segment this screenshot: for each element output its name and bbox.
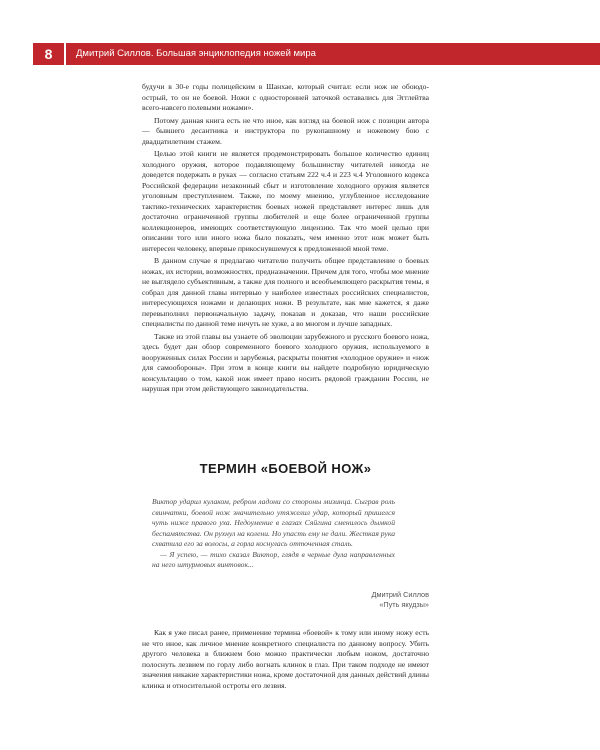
page-header [0,43,600,65]
epigraph-text-1: Виктор ударил кулаком, ребром ладони со стороны мизинца. Сыграв роль свинчатки, боевой нож значительно утяжелил удар, который пришелся чуть ниже правого уха. Недоумение в глазах Сяйгина сменилось дымкой беспамятства. Он рухнул на колени. Но упасть ему не дали. Жесткая рука схватила его за волосы, а горла коснулась отточенная сталь. [152,497,395,548]
paragraph-5: Также из этой главы вы узнаете об эволюции зарубежного и русского боевого ножа, здесь будет дан обзор современного боевого холодного оружия, используемого в вооруженных силах России и зарубежья, раскрыты понятия «холодное оружие» и «нож для самообороны». При этом в конце книги вы найдете подробную юридическую консультацию о том, какой нож имеет право носить рядовой гражданин России, не нарушая при этом действующего законодательства. [142,331,429,393]
paragraph-1: будучи в 30-е годы полицейским в Шанхае, который считал: если нож не обоюдо-острый, то он не боевой. Ножи с односторонней заточкой оставались для Эгглейтва всего-навсего полевыми ножами». [142,82,429,112]
header-author: Дмитрий Силлов. [76,48,154,59]
header-book-title: Большая энциклопедия ножей мира [156,48,316,59]
page-number: 8 [33,43,64,65]
running-header [76,43,316,65]
closing-text [142,628,429,691]
paragraph-3: Целью этой книги не является продемонстрировать большое количество единиц холодного оружия, которое подавляющему большинству читателей никогда не доведется подержать в руках — согласно статьям 222 ч.4 и 223 ч.4 Уголовного кодекса Российской федерации незаконный сбыт и изготовление холодного оружия является уголовным преступлением. Также, по моему мнению, углубленное исследование тактико-технических характеристик боевых ножей представляет интерес лишь для достаточно ограниченной группы любителей и еще более ограниченной группы коллекционеров, имеющих соответствующую лицензию. Так что моей целью при описании того или иного ножа было показать, чем именно этот нож может быть интересен человеку, впервые прикоснувшемуся к предложенной мной теме. [142,149,429,253]
body-text [142,82,429,395]
epigraph [152,497,395,571]
paragraph-2: Потому данная книга есть не что иное, как взгляд на боевой нож с позиции автора — бывшего десантника и инструктора по рукопашному и ножевому бою с двадцатилетним стажем. [142,115,429,146]
attribution-source: «Путь якудзы» [379,600,429,609]
attribution-author: Дмитрий Силлов [371,590,429,599]
section-title: ТЕРМИН «БОЕВОЙ НОЖ» [199,461,372,476]
epigraph-attribution [372,590,430,610]
paragraph-4: В данном случае я предлагаю читателю получить общее представление о боевых ножах, их истории, возможностях, предназначении. Причем для того, чтобы мое мнение не выглядело субъективным, а также для полного и всеобъемлющего раскрытия темы, я собрал для данной главы интервью у наиболее известных российских специалистов, интересующихся ножами и делающих ножи. В результате, как мне кажется, я даже перевыполнил первоначальную задачу, показав и доказав, что наши российские специалисты по данной теме ничуть не хуже, а во многом и лучше западных. [142,256,429,328]
epigraph-text-2: — Я успею, — тихо сказал Виктор, глядя в черные дула направленных на него штурмовых винтовок... [152,549,395,569]
closing-paragraph: Как я уже писал ранее, применение термина «боевой» к тому или иному ножу есть не что иное, как личное мнение конкретного специалиста по данному вопросу. Убить другого человека в ближнем бою можно практически любым ножом, достаточно полоснуть лезвием по горлу либо вогнать клинок в глаз. При таком подходе не имеют значения никакие характеристики ножа, кроме достаточной для данных действий длины клинка и относительной остроты его лезвия. [142,628,429,690]
